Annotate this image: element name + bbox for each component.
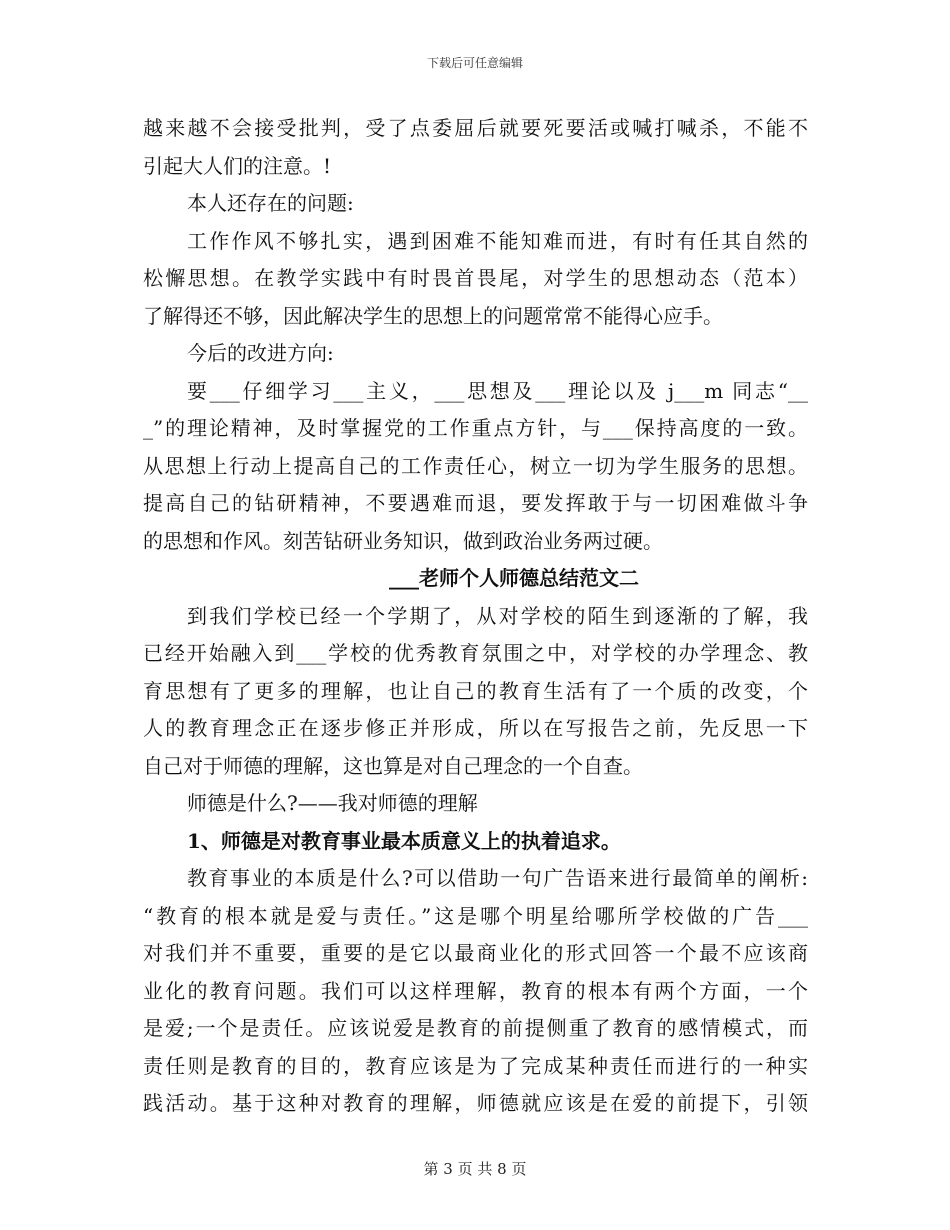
body-line: 工作作风不够扎实，遇到困难不能知难而进，有时有任其自然的	[187, 228, 808, 253]
numbered-heading: 1、师德是对教育事业最本质意义上的执着追求。	[187, 828, 621, 853]
body-line: 引起大人们的注意。!	[143, 153, 332, 178]
document-body	[143, 110, 808, 1123]
body-line: 人的教育理念正在逐步修正并形成，所以在写报告之前，先反思一下	[143, 716, 808, 740]
body-line: 育思想有了更多的理解，也让自己的教育生活有了一个质的改变，个	[143, 678, 808, 703]
body-line: 责任则是教育的目的，教育应该是为了完成某种责任而进行的一种实	[143, 1053, 808, 1078]
section-heading: ___老师个人师德总结范文二	[389, 566, 639, 590]
body-line: 松懈思想。在教学实践中有时畏首畏尾，对学生的思想动态（范本）	[143, 266, 808, 290]
body-line: 的思想和作风。刻苦钻研业务知识，做到政治业务两过硬。	[143, 528, 663, 553]
section-label: 今后的改进方向:	[187, 341, 334, 365]
body-line: 业化的教育问题。我们可以这样理解，教育的根本有两个方面，一个	[143, 978, 808, 1003]
body-line: 已经开始融入到___学校的优秀教育氛围之中，对学校的办学理念、教	[143, 641, 808, 665]
subheading: 师德是什么?——我对师德的理解	[187, 791, 478, 815]
body-line: 了解得还不够，因此解决学生的思想上的问题常常不能得心应手。	[143, 303, 723, 328]
body-line: _”的理论精神，及时掌握党的工作重点方针，与___保持高度的一致。	[143, 416, 808, 440]
body-line: 是爱;一个是责任。应该说爱是教育的前提侧重了教育的感情模式，而	[143, 1016, 808, 1040]
body-line: 提高自己的钻研精神，不要遇难而退，要发挥敢于与一切困难做斗争	[143, 491, 808, 515]
page-header: 下载后可任意编辑	[426, 56, 523, 70]
page-footer: 第 3 页 共 8 页	[423, 1160, 527, 1178]
body-line: 从思想上行动上提高自己的工作责任心，树立一切为学生服务的思想。	[143, 453, 808, 478]
body-line: 对我们并不重要，重要的是它以最商业化的形式回答一个最不应该商	[143, 941, 808, 965]
section-label: 本人还存在的问题:	[187, 191, 354, 215]
body-line: 自己对于师德的理解，这也算是对自己理念的一个自查。	[143, 753, 643, 778]
body-line: “教育的根本就是爱与责任。”这是哪个明星给哪所学校做的广告___	[143, 903, 808, 928]
body-line: 践活动。基于这种对教育的理解，师德就应该是在爱的前提下，引领	[143, 1091, 808, 1115]
body-line: 要___仔细学习___主义，___思想及___理论以及 j___m 同志“__	[187, 378, 808, 403]
body-line: 越来越不会接受批判，受了点委屈后就要死要活或喊打喊杀，不能不	[143, 116, 808, 140]
body-line: 教育事业的本质是什么?可以借助一句广告语来进行最简单的阐析:	[187, 866, 808, 890]
body-line: 到我们学校已经一个学期了，从对学校的陌生到逐渐的了解，我	[187, 603, 808, 628]
